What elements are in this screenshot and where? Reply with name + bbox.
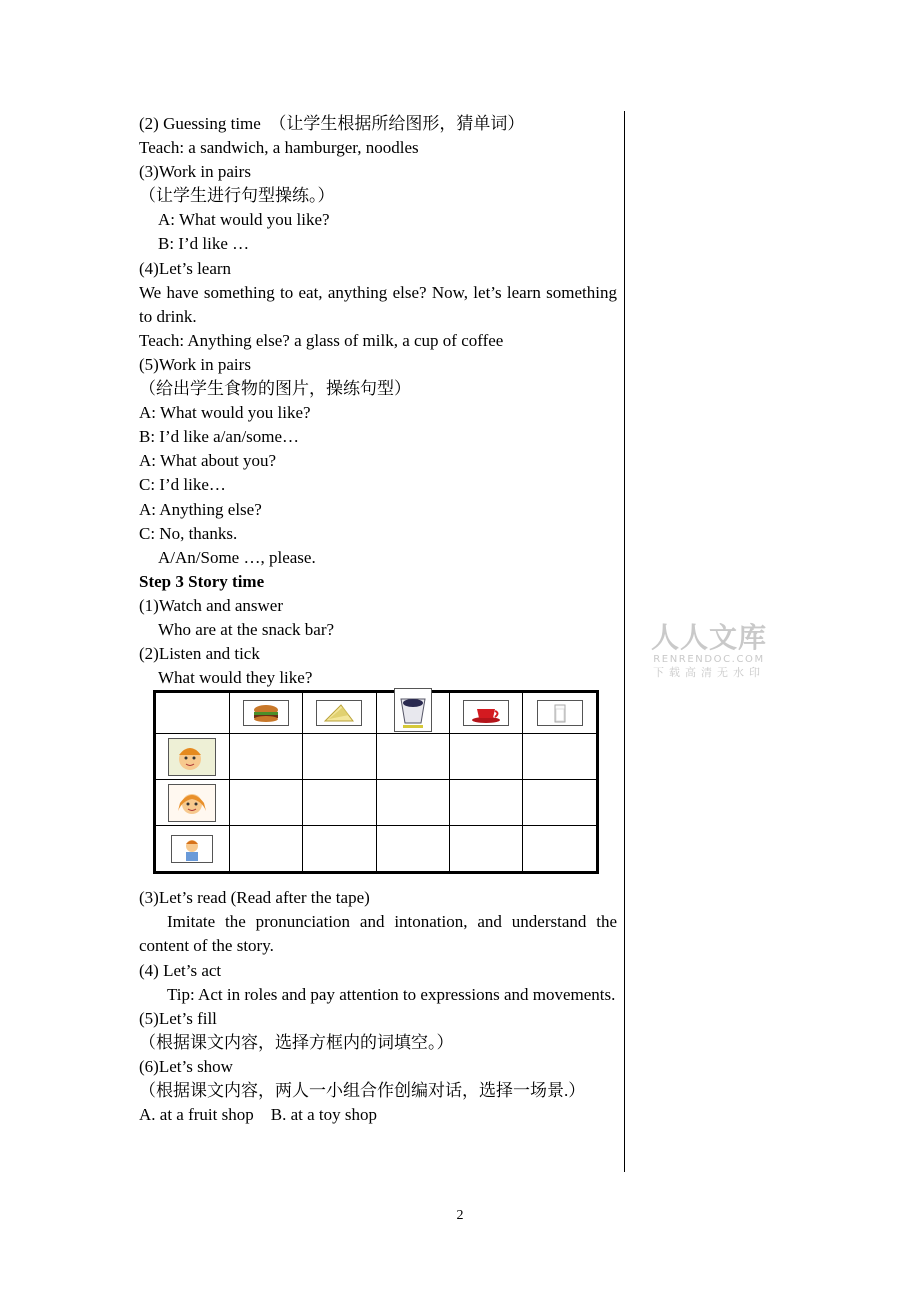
text-line: (6)Let’s show: [139, 1056, 233, 1076]
text-line: (5)Work in pairs: [139, 354, 251, 374]
text-line: （让学生进行句型操练。）: [139, 186, 335, 206]
margin-rule: [624, 111, 625, 1172]
sandwich-icon: [316, 700, 362, 726]
text-line: Teach: Anything else? a glass of milk, a cup of coffee: [139, 330, 504, 350]
text-line: A/An/Some …, please.: [158, 547, 316, 567]
table-cell: [523, 692, 598, 734]
watermark-title: 人人文库: [650, 621, 767, 654]
table-cell: [229, 734, 303, 780]
table-cell: [449, 734, 523, 780]
text-line: （根据课文内容，两人一小组合作创编对话，选择一场景.）: [139, 1081, 586, 1100]
table-cell: [376, 826, 449, 873]
table-cell: [523, 826, 598, 873]
page-number: 2: [456, 1208, 464, 1223]
table-cell: [155, 826, 230, 873]
text-line: A: What about you?: [139, 451, 277, 471]
hamburger-icon: [243, 700, 289, 726]
table-cell: [523, 780, 598, 826]
text-line: We have something to eat, anything else? Now, let’s learn something to drink.: [139, 282, 617, 326]
text-line: (3)Work in pairs: [139, 162, 251, 182]
text-line: C: No, thanks.: [139, 523, 238, 543]
table-cell: [229, 780, 303, 826]
text-line: A: What would you like?: [158, 210, 330, 230]
text-line: Teach: a sandwich, a hamburger, noodles: [139, 138, 419, 158]
text-line: Who are at the snack bar?: [158, 619, 335, 639]
table-cell: [229, 692, 303, 734]
text-line: C: I’d like…: [139, 475, 226, 495]
text-line: (4)Let’s learn: [139, 258, 232, 278]
text-line: A: What would you like?: [139, 403, 311, 423]
table-cell: [523, 734, 598, 780]
text-line: (2) Guessing time （让学生根据所给图形，猜单词）: [139, 114, 525, 133]
table-cell: [376, 734, 449, 780]
text-line: (4) Let’s act: [139, 960, 222, 980]
red-cup-icon: [463, 700, 509, 726]
text-line: A. at a fruit shop B. at a toy shop: [139, 1105, 377, 1125]
table-cell: [376, 780, 449, 826]
table-cell: [303, 734, 377, 780]
text-line: (2)Listen and tick: [139, 644, 260, 664]
table-cell: [155, 692, 230, 734]
text-line: （给出学生食物的图片，操练句型）: [139, 379, 411, 399]
table-cell: [303, 692, 377, 734]
text-line: (5)Let’s fill: [139, 1008, 217, 1028]
watermark: [646, 622, 772, 680]
small-boy-icon: [171, 835, 213, 863]
text-line: B: I’d like a/an/some…: [139, 427, 300, 447]
text-line: B: I’d like …: [158, 234, 250, 254]
table-cell: [449, 780, 523, 826]
milk-glass-icon: [537, 700, 583, 726]
watermark-subtitle: 下载高清无水印: [653, 666, 765, 679]
text-line: (1)Watch and answer: [139, 595, 284, 615]
text-line: A: Anything else?: [139, 499, 262, 519]
table-cell: [376, 692, 449, 734]
text-line: What would they like?: [158, 668, 313, 688]
table-cell: [449, 826, 523, 873]
coffee-icon: [394, 688, 432, 732]
lesson-content: [139, 112, 617, 1127]
table-cell: [229, 826, 303, 873]
watermark-url: RENRENDOC.COM: [653, 654, 765, 665]
section-heading: Step 3 Story time: [139, 571, 265, 591]
table-cell: [449, 692, 523, 734]
text-line: Imitate the pronunciation and intonation, and understand the content of the story.: [139, 912, 617, 956]
table-cell: [155, 734, 230, 780]
text-line: （根据课文内容，选择方框内的词填空。）: [139, 1032, 454, 1052]
listen-and-tick-table: [153, 690, 599, 874]
table-cell: [155, 780, 230, 826]
text-line: (3)Let’s read (Read after the tape): [139, 888, 370, 908]
girl-icon: [168, 784, 216, 822]
boy-icon: [168, 738, 216, 776]
text-line: Tip: Act in roles and pay attention to expressions and movements.: [167, 984, 616, 1004]
table-cell: [303, 780, 377, 826]
table-cell: [303, 826, 377, 873]
